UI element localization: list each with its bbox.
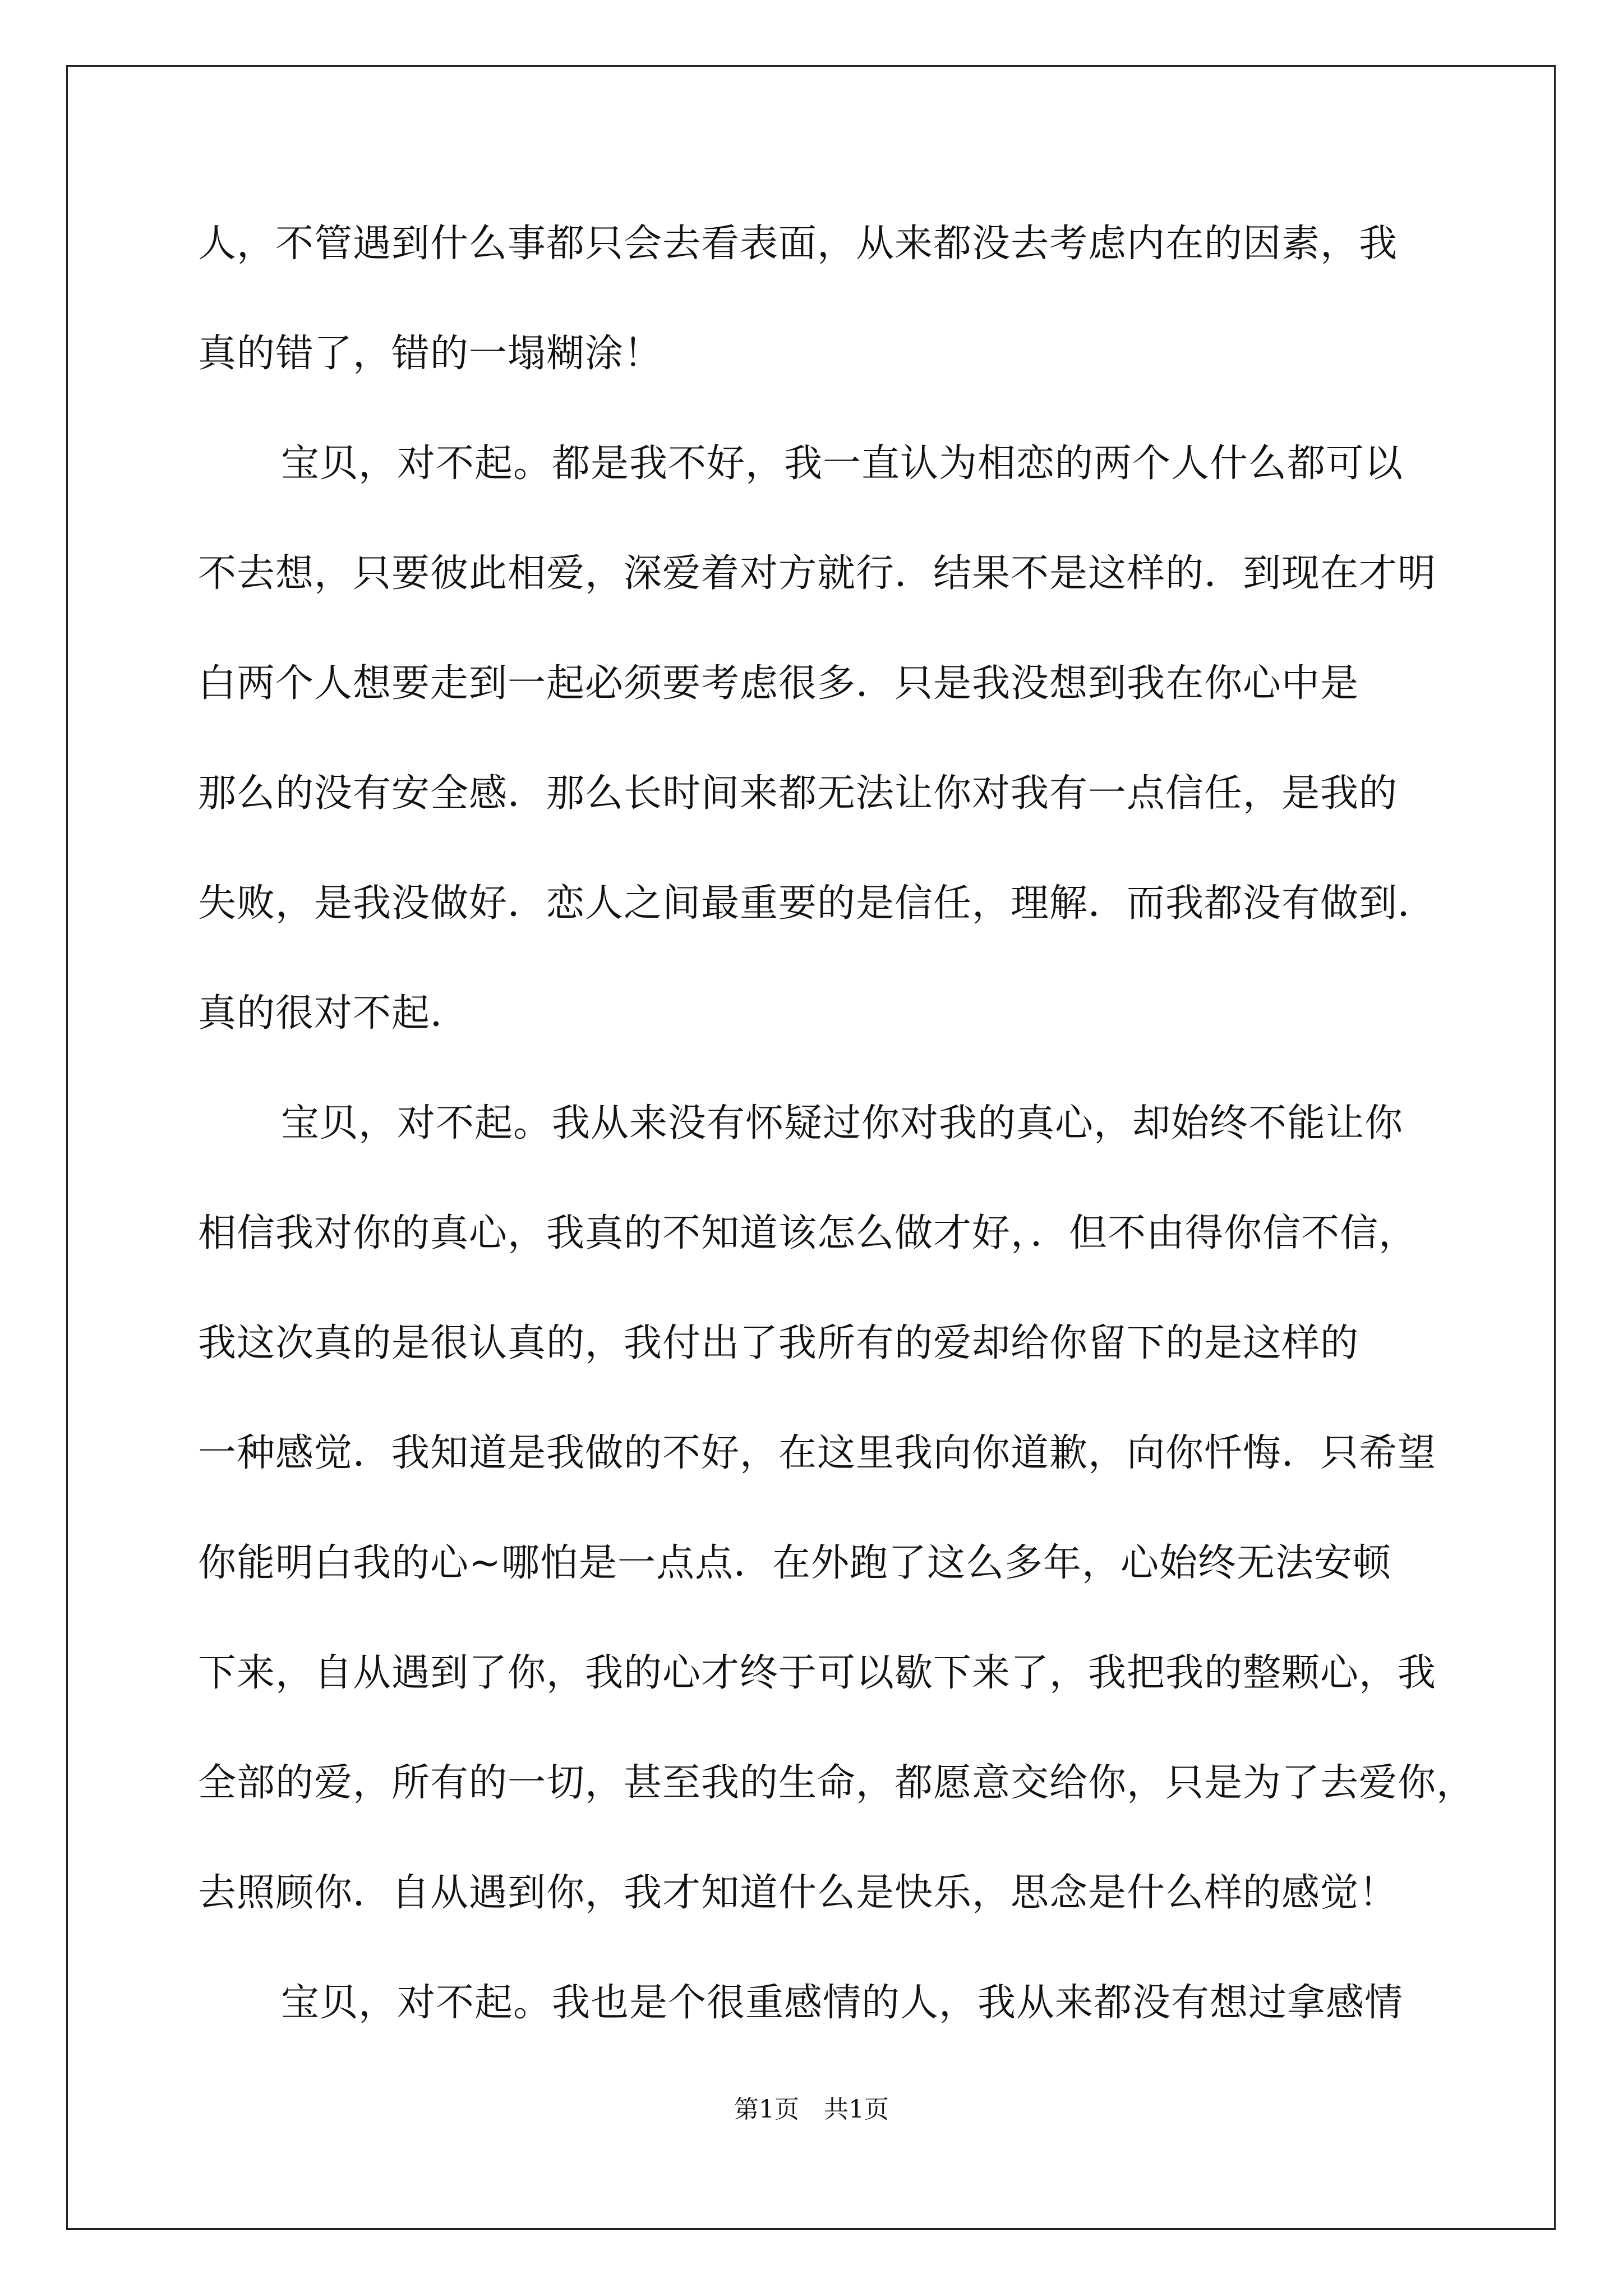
text-line: 你能明白我的心~哪怕是一点点．在外跑了这么多年，心始终无法安顿 (198, 1541, 1391, 1585)
text-line: 白两个人想要走到一起必须要考虑很多．只是我没想到我在你心中是 (198, 661, 1359, 706)
paragraph-start-line: 宝贝，对不起。我从来没有怀疑过你对我的真心，却始终不能让你 (281, 1101, 1404, 1145)
text-line: 那么的没有安全感．那么长时间来都无法让你对我有一点信任，是我的 (198, 771, 1398, 816)
text-line: 人，不管遇到什么事都只会去看表面，从来都没去考虑内在的因素，我 (198, 222, 1398, 266)
paragraph-start-line: 宝贝，对不起。我也是个很重感情的人，我从来都没有想过拿感情 (281, 1981, 1404, 2025)
text-line: 我这次真的是很认真的，我付出了我所有的爱却给你留下的是这样的 (198, 1321, 1359, 1365)
text-line: 下来，自从遇到了你，我的心才终于可以歇下来了，我把我的整颗心，我 (198, 1651, 1437, 1695)
paragraph-start-line: 宝贝，对不起。都是我不好，我一直认为相恋的两个人什么都可以 (281, 441, 1404, 486)
text-line: 去照顾你．自从遇到你，我才知道什么是快乐，思念是什么样的感觉！ (198, 1871, 1398, 1915)
text-line: 不去想，只要彼此相爱，深爱着对方就行．结果不是这样的．到现在才明 (198, 551, 1437, 596)
document-body (198, 216, 1476, 2085)
page-number-footer: 第1页 共1页 (734, 2095, 889, 2124)
text-line: 失败，是我没做好．恋人之间最重要的是信任，理解．而我都没有做到． (198, 881, 1437, 926)
text-line: 相信我对你的真心，我真的不知道该怎么做才好，．但不由得你信不信， (198, 1211, 1418, 1255)
text-line: 全部的爱，所有的一切，甚至我的生命，都愿意交给你，只是为了去爱你， (198, 1761, 1476, 1805)
text-line: 真的很对不起． (198, 991, 469, 1036)
text-line: 一种感觉．我知道是我做的不好，在这里我向你道歉，向你忏悔．只希望 (198, 1431, 1437, 1475)
text-line: 真的错了，错的一塌糊涂！ (198, 332, 663, 376)
